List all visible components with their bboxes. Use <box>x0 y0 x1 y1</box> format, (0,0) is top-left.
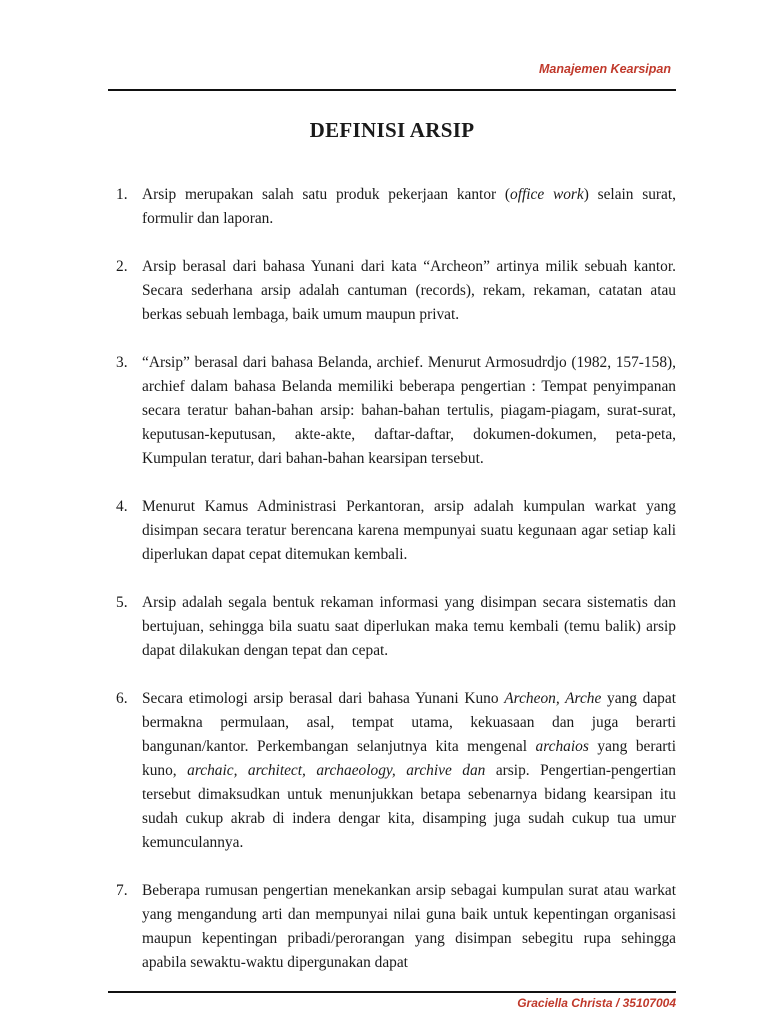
footer-rule <box>108 991 676 993</box>
text-run: yang berarti kuno, <box>142 738 676 779</box>
text-run: Arsip berasal dari bahasa Yunani dari kata “Archeon” artinya milik sebuah kantor. Secara sederhana arsip adalah cantuman (records), rekam, rekaman, catatan atau berkas sebuah lembaga, baik umum maupun privat. <box>142 258 676 323</box>
list-item <box>116 183 676 231</box>
list-item-text <box>142 255 676 327</box>
text-run: Arsip merupakan salah satu produk pekerjaan kantor ( <box>142 186 511 203</box>
list-item-text <box>142 495 676 567</box>
text-run: “Arsip” berasal dari bahasa Belanda, archief. Menurut Armosudrdjo (1982, 157-158), archief dalam bahasa Belanda memiliki beberapa pengertian : Tempat penyimpanan secara teratur bahan-bahan arsip: bahan-bahan tertulis, piagam-piagam, surat-surat, keputusan-keputusan, akte-akte, daftar-daftar, dokumen-dokumen, peta-peta, Kumpulan teratur, dari bahan-bahan kearsipan tersebut. <box>142 354 676 467</box>
list-item-text <box>142 351 676 471</box>
italic-term: office work <box>510 186 584 203</box>
text-run: ) selain surat, formulir dan laporan. <box>142 186 676 227</box>
italic-term: archaic, architect, archaeology, archive dan <box>187 762 486 779</box>
text-run: yang dapat bermakna permulaan, asal, tempat utama, kekuasaan dan juga berarti bangunan/kantor. Perkembangan selanjutnya kita mengenal <box>142 690 676 755</box>
list-item-number: 4. <box>116 498 128 515</box>
list-item <box>116 495 676 567</box>
text-run: Secara etimologi arsip berasal dari bahasa Yunani Kuno <box>142 690 505 707</box>
list-item-number: 3. <box>116 354 128 371</box>
list-item <box>116 879 676 975</box>
italic-term: Archeon, Arche <box>504 690 602 707</box>
footer-author: Graciella Christa / 35107004 <box>517 996 676 1010</box>
header-rule <box>108 89 676 91</box>
list-item <box>116 687 676 855</box>
text-run: Beberapa rumusan pengertian menekankan arsip sebagai kumpulan surat atau warkat yang mengandung arti dan mempunyai nilai guna baik untuk kepentingan organisasi maupun kepentingan pribadi/perorangan yang disimpan sebegitu rupa sehingga apabila sewaktu-waktu dipergunakan dapat <box>142 882 676 971</box>
text-run: Arsip adalah segala bentuk rekaman informasi yang disimpan secara sistematis dan bertujuan, sehingga bila suatu saat diperlukan maka temu kembali (temu balik) arsip dapat dilakukan dengan tepat dan cepat. <box>142 594 676 659</box>
document-body <box>116 183 676 979</box>
list-item <box>116 591 676 663</box>
definition-list <box>116 183 676 975</box>
list-item <box>116 255 676 327</box>
list-item-number: 6. <box>116 690 128 707</box>
list-item-text <box>142 687 676 855</box>
page-title: DEFINISI ARSIP <box>309 118 475 142</box>
list-item-number: 7. <box>116 882 128 899</box>
list-item-number: 1. <box>116 186 128 203</box>
list-item-number: 5. <box>116 594 128 611</box>
list-item-text <box>142 183 676 231</box>
list-item <box>116 351 676 471</box>
text-run: arsip. Pengertian-pengertian tersebut dimaksudkan untuk menunjukkan betapa sebenarnya bidang kearsipan itu sudah cukup akrab di indera dengar kita, disamping juga sudah cukup tua umur kemunculannya. <box>142 762 676 851</box>
text-run: Menurut Kamus Administrasi Perkantoran, arsip adalah kumpulan warkat yang disimpan secara teratur berencana karena mempunyai suatu kegunaan agar setiap kali diperlukan dapat cepat ditemukan kembali. <box>142 498 676 563</box>
running-header-title: Manajemen Kearsipan <box>539 62 671 76</box>
list-item-number: 2. <box>116 258 128 275</box>
list-item-text <box>142 879 676 975</box>
list-item-text <box>142 591 676 663</box>
italic-term: archaios <box>535 738 589 755</box>
